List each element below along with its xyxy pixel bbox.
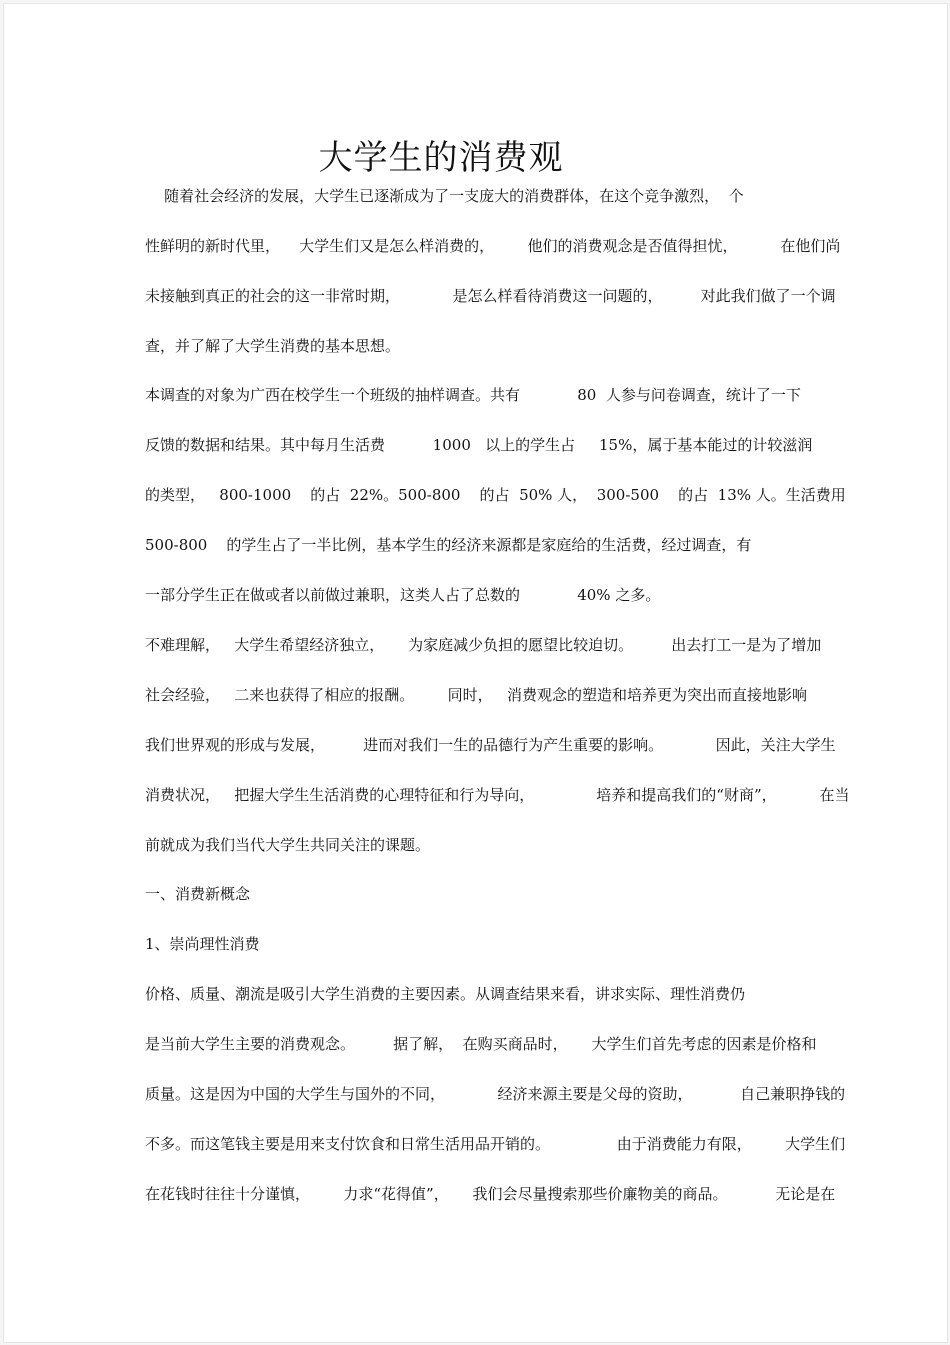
paragraph-line: 一部分学生正在做或者以前做过兼职，这类人占了总数的 40% 之多。 xyxy=(145,586,661,604)
paragraph-line: 在花钱时往往十分谨慎， 力求“花得值”， 我们会尽量搜索那些价廉物美的商品。 无论是在 xyxy=(145,1185,836,1203)
paragraph-line: 随着社会经济的发展，大学生已逐渐成为了一支庞大的消费群体，在这个竞争激烈， 个 xyxy=(145,187,744,205)
paragraph-line: 社会经验， 二来也获得了相应的报酬。 同时， 消费观念的塑造和培养更为突出而直接地影响 xyxy=(145,686,807,704)
paragraph-line: 消费状况， 把握大学生生活消费的心理特征和行为导向， 培养和提高我们的“财商”， 在当 xyxy=(145,786,850,804)
paragraph-line: 价格、质量、潮流是吸引大学生消费的主要因素。从调查结果来看，讲求实际、理性消费仍 xyxy=(145,985,746,1003)
paragraph-line: 不难理解， 大学生希望经济独立， 为家庭减少负担的愿望比较迫切。 出去打工一是为了增加 xyxy=(145,636,822,654)
section-heading: 一、消费新概念 xyxy=(145,885,251,903)
paragraph-line: 不多。而这笔钱主要是用来支付饮食和日常生活用品开销的。 由于消费能力有限， 大学生们 xyxy=(145,1135,846,1153)
document-page xyxy=(3,3,948,1343)
paragraph-line: 未接触到真正的社会的这一非常时期， 是怎么样看待消费这一问题的， 对此我们做了一个调 xyxy=(145,287,836,305)
paragraph-line: 是当前大学生主要的消费观念。 据了解， 在购买商品时， 大学生们首先考虑的因素是价格和 xyxy=(145,1035,817,1053)
subsection-heading: 1、崇尚理性消费 xyxy=(145,935,260,953)
document-title: 大学生的消费观 xyxy=(318,138,564,178)
paragraph-line: 反馈的数据和结果。其中每月生活费 1000 以上的学生占 15%，属于基本能过的计较滋润 xyxy=(145,436,813,454)
paragraph-line: 查，并了解了大学生消费的基本思想。 xyxy=(145,337,401,355)
paragraph-line: 的类型， 800-1000 的占 22%。500-800 的占 50% 人， 300-500 的占 13% 人。生活费用 xyxy=(145,486,846,504)
paragraph-line: 我们世界观的形成与发展， 进而对我们一生的品德行为产生重要的影响。 因此，关注大学生 xyxy=(145,736,836,754)
paragraph-line: 500-800 的学生占了一半比例，基本学生的经济来源都是家庭给的生活费，经过调查，有 xyxy=(145,536,752,554)
paragraph-line: 质量。这是因为中国的大学生与国外的不同， 经济来源主要是父母的资助， 自己兼职挣钱的 xyxy=(145,1085,846,1103)
paragraph-line: 前就成为我们当代大学生共同关注的课题。 xyxy=(145,836,431,854)
paragraph-line: 性鲜明的新时代里， 大学生们又是怎么样消费的， 他们的消费观念是否值得担忧， 在他们尚 xyxy=(145,237,841,255)
paragraph-line: 本调查的对象为广西在校学生一个班级的抽样调查。共有 80 人参与问卷调查，统计了一下 xyxy=(145,386,801,404)
